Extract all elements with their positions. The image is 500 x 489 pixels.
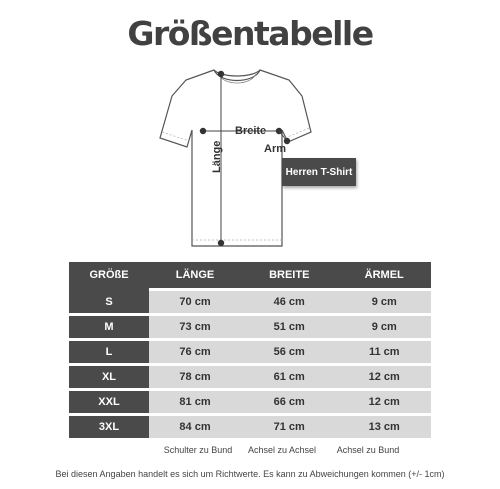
breite-cell: 51 cm [241, 316, 337, 338]
size-cell: S [69, 291, 149, 313]
aermel-cell: 12 cm [337, 366, 431, 388]
aermel-cell: 13 cm [337, 416, 431, 438]
caption-aermel: Achsel zu Bund [336, 445, 400, 455]
size-cell: XL [69, 366, 149, 388]
laenge-label: Länge [211, 140, 223, 173]
breite-cell: 66 cm [241, 391, 337, 413]
header-aermel: ÄRMEL [337, 262, 431, 288]
laenge-cell: 73 cm [149, 316, 241, 338]
aermel-cell: 9 cm [337, 291, 431, 313]
laenge-cell: 78 cm [149, 366, 241, 388]
size-table [69, 262, 431, 438]
header-laenge: LÄNGE [149, 262, 241, 288]
table-row [69, 416, 431, 438]
laenge-cell: 84 cm [149, 416, 241, 438]
aermel-cell: 12 cm [337, 391, 431, 413]
breite-cell: 71 cm [241, 416, 337, 438]
header-groesse: GRÖßE [69, 262, 149, 288]
laenge-cell: 76 cm [149, 341, 241, 363]
size-cell: M [69, 316, 149, 338]
size-cell: L [69, 341, 149, 363]
table-row [69, 316, 431, 338]
breite-cell: 61 cm [241, 366, 337, 388]
arm-label: Arm [264, 143, 287, 155]
laenge-cell: 70 cm [149, 291, 241, 313]
aermel-cell: 11 cm [337, 341, 431, 363]
aermel-cell: 9 cm [337, 316, 431, 338]
laenge-cell: 81 cm [149, 391, 241, 413]
product-badge: Herren T-Shirt [282, 158, 356, 186]
breite-cell: 46 cm [241, 291, 337, 313]
size-cell: XXL [69, 391, 149, 413]
table-row [69, 391, 431, 413]
footnote: Bei diesen Angaben handelt es sich um Richtwerte. Es kann zu Abweichungen kommen (+/- 1cm) [55, 469, 445, 479]
table-row [69, 291, 431, 313]
breite-cell: 56 cm [241, 341, 337, 363]
page-title: Größentabelle [127, 14, 373, 53]
breite-label: Breite [235, 125, 267, 137]
size-cell: 3XL [69, 416, 149, 438]
table-row [69, 366, 431, 388]
header-breite: BREITE [241, 262, 337, 288]
table-row [69, 341, 431, 363]
caption-laenge: Schulter zu Bund [163, 445, 233, 455]
caption-breite: Achsel zu Achsel [247, 445, 317, 455]
table-header-row [69, 262, 431, 288]
column-captions [0, 445, 500, 457]
